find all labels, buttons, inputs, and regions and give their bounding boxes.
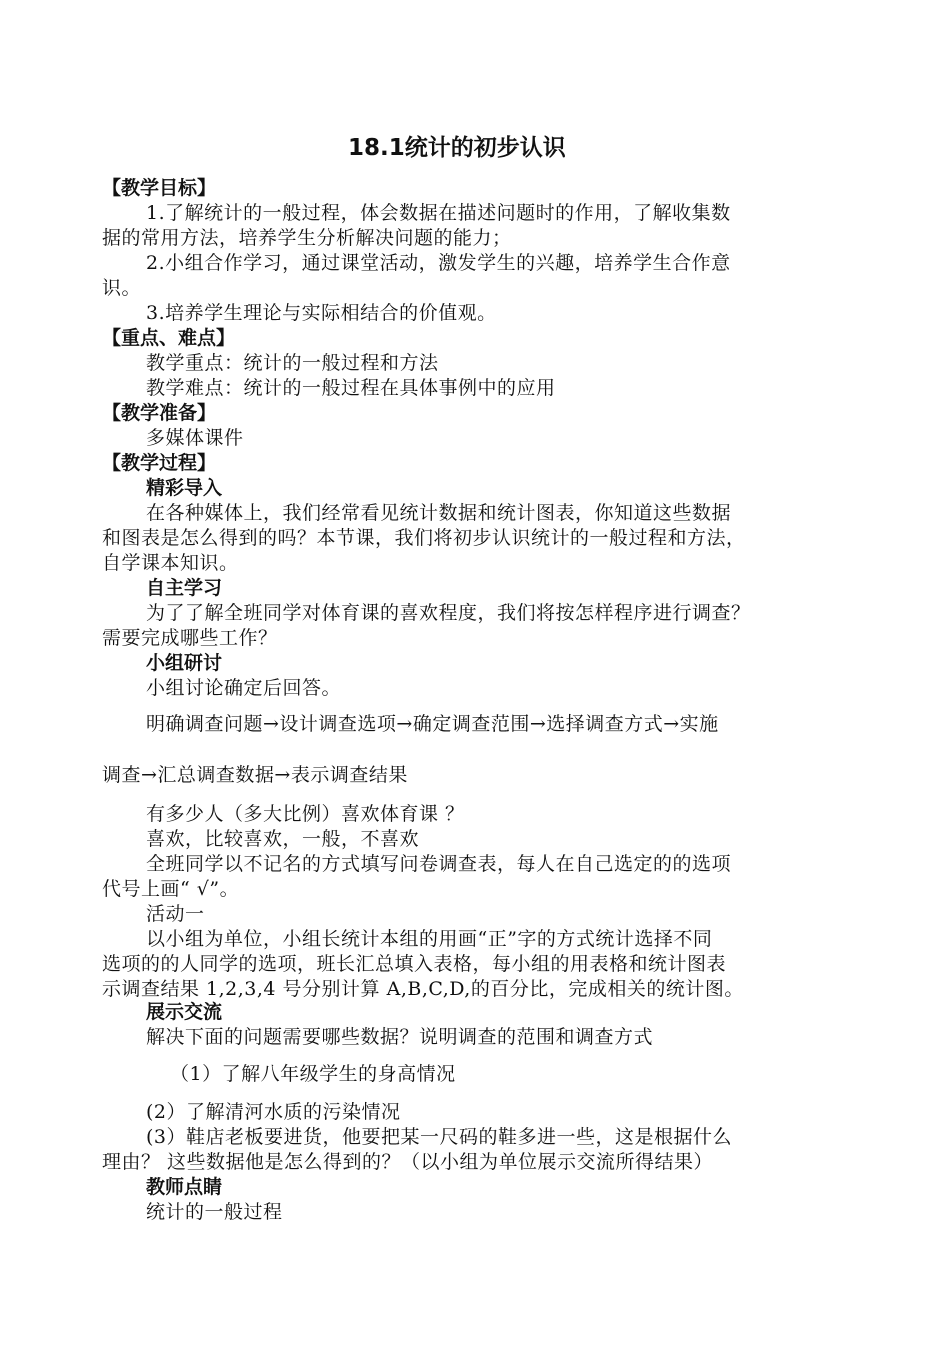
objective-1-line-2: 据的常用方法，培养学生分析解决问题的能力；: [102, 227, 512, 249]
intro-line-2: 和图表是怎么得到的吗？本节课，我们将初步认识统计的一般过程和方法，: [102, 527, 746, 549]
flow-line-1: 明确调查问题→设计调查选项→确定调查范围→选择调查方式→实施: [146, 713, 719, 735]
self-study-line-1: 为了了解全班同学对体育课的喜欢程度，我们将按怎样程序进行调查？: [146, 602, 751, 624]
question-item-2: (2）了解清河水质的污染情况: [146, 1101, 401, 1123]
objective-3: 3.培养学生理论与实际相结合的价值观。: [146, 302, 497, 324]
flow-line-2: 调查→汇总调查数据→表示调查结果: [102, 764, 408, 786]
difficulty: 教学难点：统计的一般过程在具体事例中的应用: [146, 377, 556, 399]
question-item-3-line-1: (3）鞋店老板要进货，他要把某一尺码的鞋多进一些，这是根据什么: [146, 1126, 733, 1148]
preparation-heading: 【教学准备】: [102, 402, 217, 424]
show-exchange-heading: 展示交流: [146, 1001, 223, 1023]
activity-line-3: 示调查结果 1,2,3,4 号分别计算 A,B,C,D,的百分比，完成相关的统计图。: [102, 978, 744, 1000]
question-line: 有多少人（多大比例）喜欢体育课 ？: [146, 803, 465, 825]
group-discussion-heading: 小组研讨: [146, 652, 223, 674]
intro-line-1: 在各种媒体上，我们经常看见统计数据和统计图表，你知道这些数据: [146, 502, 732, 524]
activity-line-1: 以小组为单位，小组长统计本组的用画“正”字的方式统计选择不同: [146, 928, 713, 950]
intro-heading: 精彩导入: [146, 477, 223, 499]
teacher-summary-heading: 教师点睛: [146, 1176, 223, 1198]
survey-line-2: 代号上画“ √”。: [102, 878, 240, 900]
key-points-heading: 【重点、难点】: [102, 327, 236, 349]
page-title: 18.1统计的初步认识: [348, 135, 566, 161]
question-item-1: （1）了解八年级学生的身高情况: [170, 1063, 456, 1085]
objectives-heading: 【教学目标】: [102, 177, 217, 199]
activity-label: 活动一: [146, 903, 205, 925]
intro-line-3: 自学课本知识。: [102, 552, 239, 574]
objective-1-line-1: 1.了解统计的一般过程，体会数据在描述问题时的作用，了解收集数: [146, 202, 731, 224]
key-point: 教学重点：统计的一般过程和方法: [146, 352, 439, 374]
show-exchange-line: 解决下面的问题需要哪些数据？说明调查的范围和调查方式: [146, 1026, 654, 1048]
objective-2-line-2: 识。: [102, 277, 142, 299]
preparation-text: 多媒体课件: [146, 427, 244, 449]
process-heading: 【教学过程】: [102, 452, 217, 474]
activity-line-2: 选项的的人同学的选项，班长汇总填入表格，每小组的用表格和统计图表: [102, 953, 727, 975]
group-discussion-line: 小组讨论确定后回答。: [146, 677, 342, 699]
teacher-summary-line: 统计的一般过程: [146, 1201, 283, 1223]
self-study-line-2: 需要完成哪些工作？: [102, 627, 278, 649]
survey-line-1: 全班同学以不记名的方式填写问卷调查表，每人在自己选定的的选项: [146, 853, 732, 875]
question-item-3-line-2: 理由？ 这些数据他是怎么得到的？（以小组为单位展示交流所得结果）: [102, 1151, 714, 1173]
options-line: 喜欢，比较喜欢，一般，不喜欢: [146, 828, 420, 850]
objective-2-line-1: 2.小组合作学习，通过课堂活动，激发学生的兴趣，培养学生合作意: [146, 252, 731, 274]
self-study-heading: 自主学习: [146, 577, 223, 599]
